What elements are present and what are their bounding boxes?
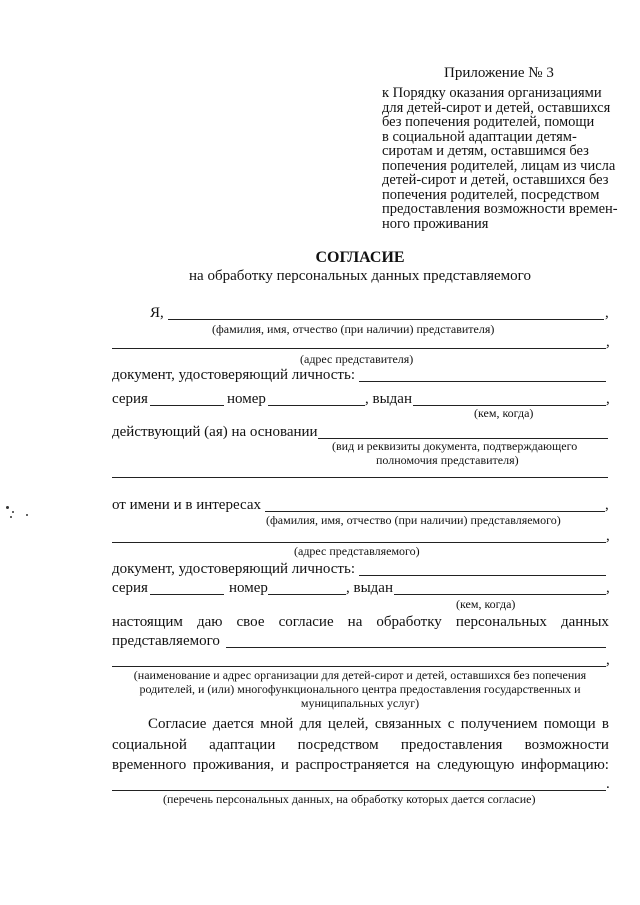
acting-basis-caption: (вид и реквизиты документа, подтверждающего [332,439,578,453]
representative-issued-caption: (кем, когда) [474,406,534,420]
end-mark: . [606,776,610,792]
scan-speck [26,514,28,516]
consent-word: настоящим [112,614,183,630]
consent-word: данных [561,614,609,630]
purpose-word: посредством [297,737,379,753]
representative-doc-label: документ, удостоверяющий личность: [112,367,355,383]
annex-line: попечения родителей, посредством [382,186,600,203]
annex-line: детей-сирот и детей, оставшихся без [382,172,609,188]
organization-caption: муниципальных услуг) [300,696,420,710]
represented-address-field[interactable] [112,542,606,543]
personal-data-caption: (перечень персональных данных, на обработку которых дается согласие) [163,792,536,806]
annex-line: попечения родителей, лицам из числа [382,157,616,174]
purpose-word: получением [460,716,538,732]
consent-word: персональных [455,614,547,630]
purpose-word: проживания, [192,757,275,773]
represented-doc-label: документ, удостоверяющий личность: [112,561,355,577]
represented-issued-label: , выдан [346,580,393,596]
annex-line: сиротам и детям, оставшимся без [382,143,589,159]
purpose-word: возможности [524,737,609,753]
document-subtitle: на обработку персональных данных представляемого [189,268,531,284]
representative-issued-label: , выдан [365,391,412,407]
representative-series-label: серия [112,391,148,407]
acting-basis-field-continued[interactable] [112,477,608,478]
scan-speck [6,506,9,509]
comma: , [606,652,610,668]
comma: , [606,580,610,596]
purpose-line [148,716,609,733]
represented-doc-field[interactable] [359,575,606,576]
document-title: СОГЛАСИЕ [315,249,405,266]
comma: , [606,528,610,544]
representative-number-field[interactable] [268,405,365,406]
purpose-line [112,757,609,774]
comma: , [606,391,610,407]
organization-caption: (наименование и адрес организации для детей-сирот и детей, оставшихся без попечения [133,668,587,682]
representative-fio-field[interactable] [168,319,604,320]
acting-basis-label: действующий (ая) на основании [112,424,318,440]
scan-speck [10,516,12,518]
consent-word: свое [236,614,265,630]
purpose-word: на [415,757,431,773]
purpose-line [112,737,609,754]
consent-line [112,614,609,631]
purpose-word: Согласие [148,716,207,732]
represented-series-field[interactable] [150,594,224,595]
purpose-word: помощи [543,716,596,732]
consent-word: даю [196,614,223,630]
organization-field-continued[interactable] [112,666,606,667]
comma: , [606,334,610,350]
annex-line: предоставления возможности времен- [382,201,618,217]
organization-field[interactable] [226,647,606,648]
represented-number-field[interactable] [268,594,346,595]
purpose-word: социальной [112,737,187,753]
purpose-word: мной [260,716,294,732]
annex-line: к Порядку оказания организациями [382,85,602,101]
representative-fio-caption: (фамилия, имя, отчество (при наличии) представителя) [212,322,495,336]
i-label: Я, [150,305,164,321]
represented-number-label: номер [229,580,268,596]
purpose-word: дается [212,716,254,732]
purpose-word: для [299,716,322,732]
purpose-word: с [447,716,455,732]
represented-fio-field[interactable] [265,511,605,512]
acting-basis-caption: полномочия представителя) [376,453,519,467]
represented-address-caption: (адрес представляемого) [294,544,420,558]
annex-line: в социальной адаптации детям- [382,128,577,145]
represented-series-label: серия [112,580,148,596]
purpose-word: в [601,716,609,732]
annex-title: Приложение № 3 [444,65,554,81]
representative-address-caption: (адрес представителя) [300,352,414,366]
comma: , [605,305,609,321]
purpose-word: следующую [437,757,515,773]
annex-line: ного проживания [382,215,489,232]
annex-reference [382,86,627,231]
purpose-word: информацию: [520,757,609,773]
consent-word: на [347,614,363,630]
consent-to-label: представляемого [112,633,220,649]
represented-issued-field[interactable] [394,594,606,595]
consent-word: согласие [278,614,334,630]
scan-speck [12,511,14,513]
purpose-word: адаптации [209,737,276,753]
purpose-word: и [280,757,289,773]
purpose-word: распространяется [295,757,410,773]
comma: , [605,497,609,513]
organization-caption: родителей, и (или) многофункционального центра предоставления государственных и [139,682,581,696]
annex-line: для детей-сирот и детей, оставшихся [382,99,611,116]
representative-series-field[interactable] [150,405,224,406]
consent-word: обработку [376,614,442,630]
represented-issued-caption: (кем, когда) [456,597,516,611]
purpose-word: связанных [374,716,442,732]
representative-doc-field[interactable] [359,381,606,382]
annex-line: без попечения родителей, помощи [382,114,595,130]
purpose-word: целей, [327,716,369,732]
representative-number-label: номер [227,391,266,407]
representative-address-field[interactable] [112,348,606,349]
behalf-label: от имени и в интересах [112,497,261,513]
personal-data-field[interactable] [112,790,606,791]
represented-fio-caption: (фамилия, имя, отчество (при наличии) представляемого) [266,513,561,527]
purpose-word: временного [112,757,187,773]
purpose-word: предоставления [400,737,503,753]
